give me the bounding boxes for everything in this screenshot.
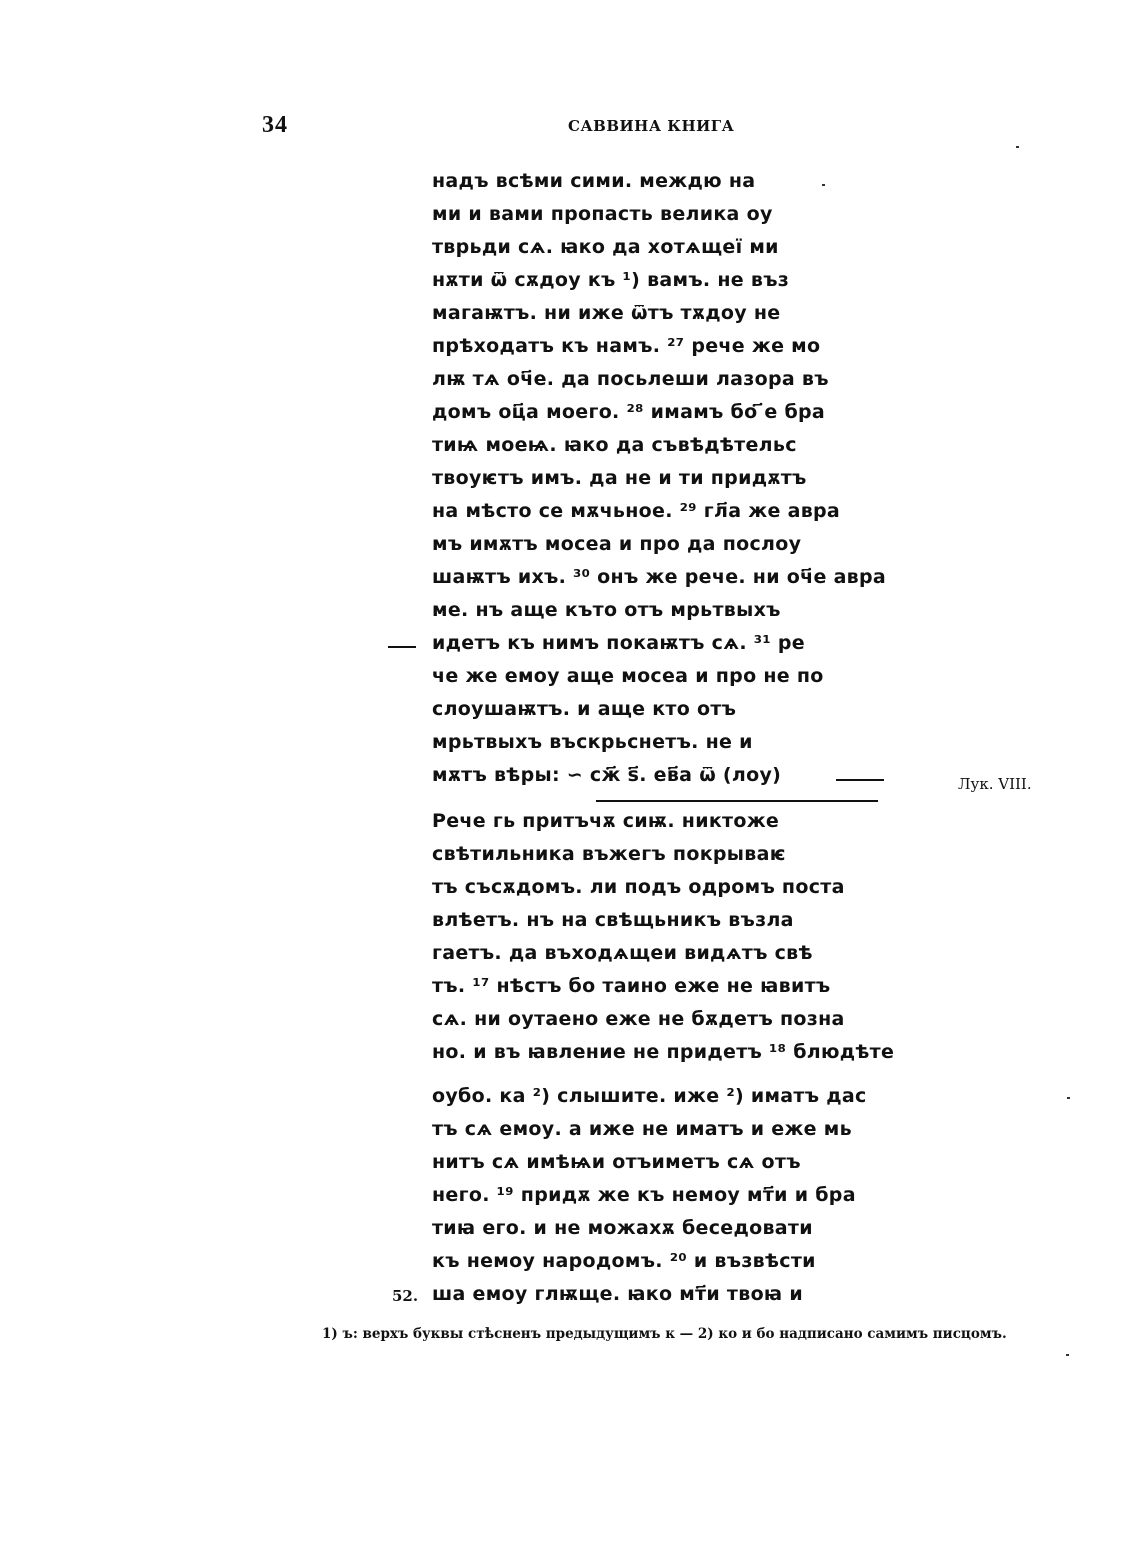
lection-end-underline (596, 800, 878, 802)
text-line: него. ¹⁹ придѫ же къ немоу мт҃и и бра (432, 1184, 856, 1206)
text-line: слоушаѭтъ. и аще кто отъ (432, 698, 737, 720)
text-line: че же емоу аще мосеа и про не по (432, 665, 824, 687)
text-line: ша емоу глѭще. ꙗко мт҃и твоꙗ и (432, 1283, 803, 1305)
page-number: 34 (262, 112, 288, 138)
gospel-reference: Лук. VIII. (958, 775, 1032, 793)
text-line: гаетъ. да въходѧщеи видѧтъ свѣ (432, 942, 813, 964)
text-line: тиꙗ его. и не можахѫ беседовати (432, 1217, 813, 1239)
text-line: ми и вами пропасть велика оу (432, 203, 773, 225)
text-line: ме. нъ аще къто отъ мрьтвыхъ (432, 599, 781, 621)
lection-end-dash (836, 779, 884, 781)
text-line: идетъ къ нимъ покаѭтъ сѧ. ³¹ ре (432, 632, 805, 654)
text-line: Рече гь притъчѫ сиѭ. никтоже (432, 810, 780, 832)
text-line: тврьди сѧ. ꙗко да хотѧщеї ми (432, 236, 779, 258)
text-line: мъ имѫтъ мосеа и про да послоу (432, 533, 802, 555)
text-line: надъ всѣми сими. междю на (432, 170, 756, 192)
folio-number: 52. (392, 1287, 419, 1305)
text-line: лѭ тѧ оч҃е. да посьлеши лазора въ (432, 368, 829, 390)
text-line: твоуѥтъ имъ. да не и ти придѫтъ (432, 467, 807, 489)
running-title: САВВИНА КНИГА (568, 117, 735, 135)
print-speck (822, 184, 825, 186)
text-line: тиѩ моеѩ. ꙗко да съвѣдѣтельс (432, 434, 797, 456)
text-line: нѫти ѿ сѫдоу къ ¹) вамъ. не въз (432, 269, 790, 291)
print-speck (1016, 146, 1019, 148)
text-line: тъ съсѫдомъ. ли подъ одромъ поста (432, 876, 845, 898)
footnote: 1) ъ: верхъ буквы стѣсненъ предыдущимъ к — 2) ко и бо надписано самимъ писцомъ. (322, 1326, 1007, 1342)
print-speck (1066, 1354, 1069, 1356)
text-line: магаѭтъ. ни иже ѿтъ тѫдоу не (432, 302, 781, 324)
text-line: сѧ. ни оутаено еже не бѫдетъ позна (432, 1008, 845, 1030)
text-line: на мѣсто се мѫчьное. ²⁹ гл҃а же авра (432, 500, 841, 522)
text-line: прѣходатъ къ намъ. ²⁷ рече же мо (432, 335, 821, 357)
text-line: домъ оц҃а моего. ²⁸ имамъ бо ҃е бра (432, 401, 826, 423)
text-line: свѣтильника въжегъ покрываѥ (432, 843, 786, 865)
text-line: нитъ сѧ имѣѩи отъиметъ сѧ отъ (432, 1151, 801, 1173)
text-line: шаѭтъ ихъ. ³⁰ онъ же рече. ни оч҃е авра (432, 566, 887, 588)
text-line: мрьтвыхъ въскрьснетъ. не и (432, 731, 753, 753)
text-line: къ немоу народомъ. ²⁰ и възвѣсти (432, 1250, 816, 1272)
text-line: но. и въ ꙗвление не придетъ ¹⁸ блюдѣте (432, 1041, 895, 1063)
text-line: тъ сѧ емоу. а иже не иматъ и еже мь (432, 1118, 852, 1140)
text-line: оубо. ка ²) слышите. иже ²) иматъ дас (432, 1085, 867, 1107)
text-line: влѣетъ. нъ на свѣщьникъ възла (432, 909, 794, 931)
print-speck (1067, 1097, 1070, 1099)
text-line: тъ. ¹⁷ нѣстъ бо таино еже не ꙗвитъ (432, 975, 831, 997)
margin-dash (388, 646, 416, 648)
text-line: мѫтъ вѣры: ∽ сж҃ ѕ҃. ев҃а ѿ (лоу) (432, 764, 782, 786)
